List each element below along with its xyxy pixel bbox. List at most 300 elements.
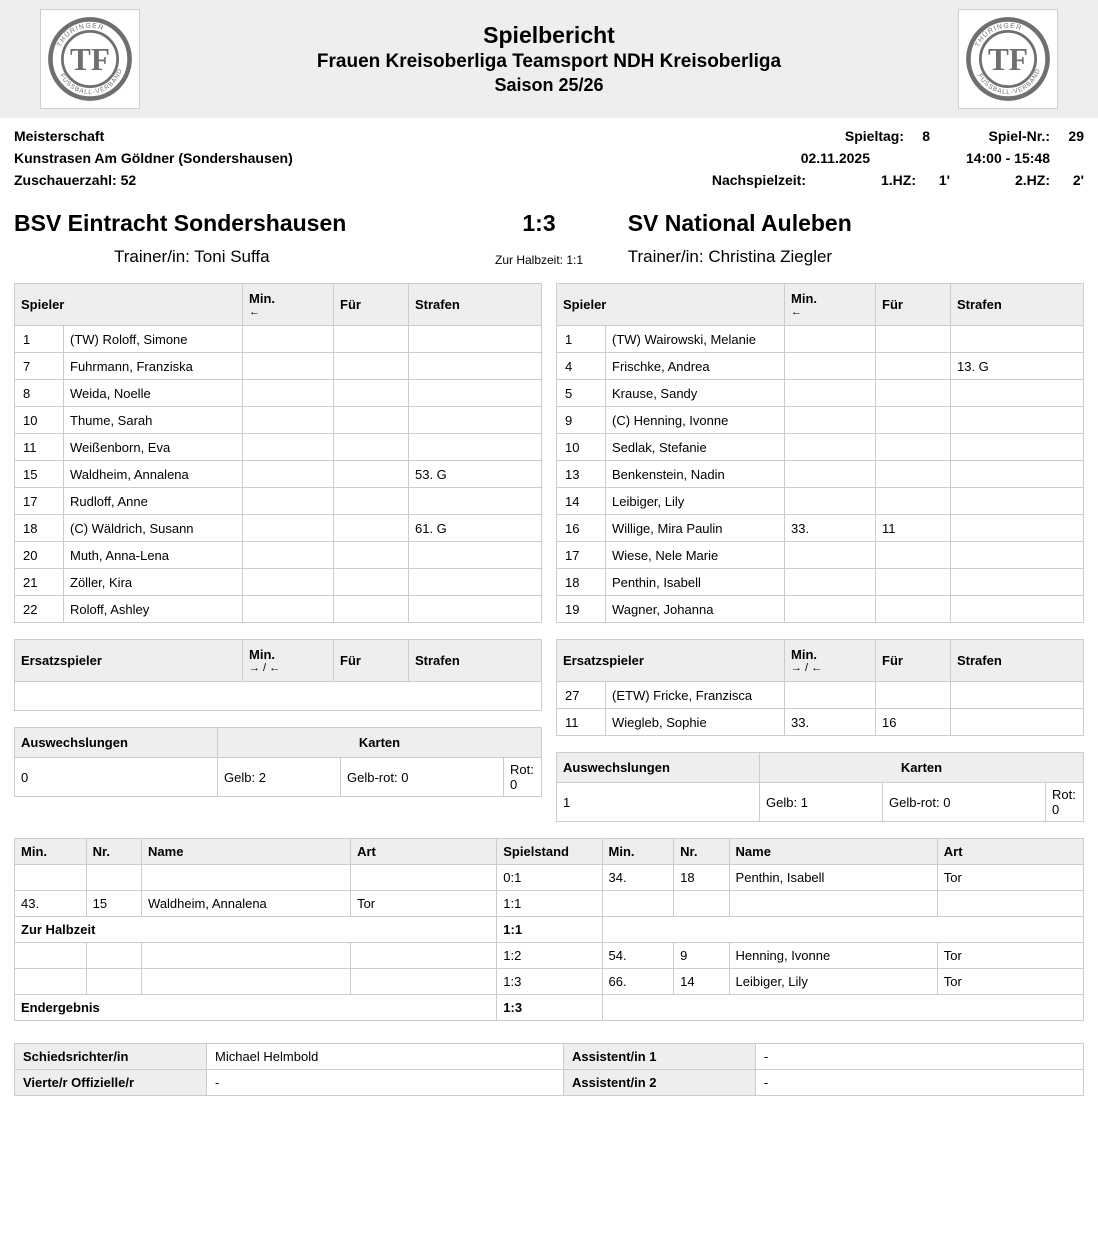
home-players-header-min: Min. ←	[243, 284, 334, 326]
events-header-home-nr: Nr.	[86, 839, 141, 865]
events-table	[14, 838, 1084, 1021]
spectators	[14, 172, 293, 188]
events-header-away-name: Name	[729, 839, 937, 865]
player-name: Roloff, Ashley	[64, 596, 243, 623]
player-name: Leibiger, Lily	[606, 488, 785, 515]
table-row	[15, 488, 542, 515]
player-name: (TW) Roloff, Simone	[64, 326, 243, 353]
table-row	[557, 434, 1084, 461]
event-away-min: 66.	[602, 969, 674, 995]
event-label: Endergebnis	[15, 995, 497, 1021]
matchday-value: 8	[922, 128, 930, 144]
player-number: 1	[15, 326, 64, 353]
player-name: (C) Wäldrich, Susann	[64, 515, 243, 542]
player-fuer	[876, 682, 951, 709]
player-name: Weißenborn, Eva	[64, 434, 243, 461]
spectators-label: Zuschauerzahl:	[14, 172, 117, 188]
player-name: Muth, Anna-Lena	[64, 542, 243, 569]
player-strafen	[951, 542, 1084, 569]
player-number: 14	[557, 488, 606, 515]
player-min	[243, 461, 334, 488]
home-players-header-spieler: Spieler	[15, 284, 243, 326]
event-away-nr	[674, 891, 729, 917]
player-fuer	[334, 569, 409, 596]
stoppage-h1-label: 1.HZ:	[881, 172, 916, 188]
event-away-nr: 14	[674, 969, 729, 995]
away-team-coach: Trainer/in: Christina Ziegler	[627, 246, 833, 266]
player-min	[785, 407, 876, 434]
player-min	[243, 488, 334, 515]
home-summary-header-subs: Auswechslungen	[15, 728, 218, 758]
event-home-min: 43.	[15, 891, 87, 917]
table-row	[15, 917, 1084, 943]
player-min	[785, 353, 876, 380]
away-subs-header-ersatz: Ersatzspieler	[557, 640, 785, 682]
empty-row	[15, 682, 542, 711]
stoppage-h1-value: 1'	[938, 172, 950, 188]
event-score: 1:2	[497, 943, 602, 969]
assistant2-value: -	[756, 1070, 1084, 1096]
player-min	[785, 596, 876, 623]
player-number: 4	[557, 353, 606, 380]
player-min	[785, 488, 876, 515]
player-fuer	[334, 353, 409, 380]
player-strafen	[951, 515, 1084, 542]
player-min	[785, 461, 876, 488]
player-fuer	[876, 596, 951, 623]
player-min	[243, 407, 334, 434]
federation-logo-right	[958, 9, 1058, 109]
assistant1-label: Assistent/in 1	[564, 1044, 756, 1070]
event-home-name: Waldheim, Annalena	[142, 891, 351, 917]
away-players-header-min: Min. ←	[785, 284, 876, 326]
player-strafen	[409, 326, 542, 353]
home-players-table	[14, 283, 542, 623]
away-subs-header-min: Min. → / ←	[785, 640, 876, 682]
player-min	[243, 515, 334, 542]
assistant1-value: -	[756, 1044, 1084, 1070]
home-summary-header-cards: Karten	[218, 728, 542, 758]
match-info-right	[712, 128, 1084, 194]
player-fuer	[334, 542, 409, 569]
player-number: 7	[15, 353, 64, 380]
event-home-art	[351, 865, 497, 891]
svg-text:FUSSBALL-VERBAND: FUSSBALL-VERBAND	[976, 67, 1043, 96]
player-name: Wagner, Johanna	[606, 596, 785, 623]
arrow-inout-icon: → / ←	[791, 662, 823, 674]
player-number: 11	[15, 434, 64, 461]
away-summary-header-subs: Auswechslungen	[557, 753, 760, 783]
player-number: 13	[557, 461, 606, 488]
stoppage-label: Nachspielzeit:	[711, 172, 806, 188]
player-name: Wiegleb, Sophie	[606, 709, 785, 736]
player-min: 33.	[785, 515, 876, 542]
player-min	[243, 326, 334, 353]
player-number: 21	[15, 569, 64, 596]
arrow-in-icon: ←	[791, 306, 802, 318]
event-away-nr: 18	[674, 865, 729, 891]
player-number: 17	[15, 488, 64, 515]
arrow-inout-icon: → / ←	[249, 662, 281, 674]
svg-text:THÜRINGER: THÜRINGER	[974, 22, 1024, 49]
player-fuer	[876, 542, 951, 569]
venue: Kunstrasen Am Göldner (Sondershausen)	[14, 150, 293, 166]
table-row	[15, 943, 1084, 969]
away-lineup-column	[556, 283, 1084, 822]
away-players-header-spieler: Spieler	[557, 284, 785, 326]
referee-value: Michael Helmbold	[207, 1044, 564, 1070]
event-home-art: Tor	[351, 891, 497, 917]
event-home-min	[15, 865, 87, 891]
fourth-official-value: -	[207, 1070, 564, 1096]
home-yellowred-cards: Gelb-rot: 0	[341, 758, 504, 797]
stoppage-h2-value: 2'	[1072, 172, 1084, 188]
home-players-header-strafen: Strafen	[409, 284, 542, 326]
event-score: 1:1	[497, 917, 602, 943]
player-strafen	[409, 596, 542, 623]
player-name: (ETW) Fricke, Franzisca	[606, 682, 785, 709]
player-strafen	[951, 709, 1084, 736]
table-row	[557, 569, 1084, 596]
stoppage-h2-label: 2.HZ:	[1015, 172, 1050, 188]
events-header-away-nr: Nr.	[674, 839, 729, 865]
svg-text:FUSSBALL-VERBAND: FUSSBALL-VERBAND	[58, 67, 125, 96]
away-team-name: SV National Auleben	[627, 210, 852, 236]
events-body	[15, 865, 1084, 1021]
home-players-body	[15, 326, 542, 623]
table-row	[557, 542, 1084, 569]
fourth-official-label: Vierte/r Offizielle/r	[15, 1070, 207, 1096]
match-info	[0, 118, 1098, 198]
home-lineup-column	[14, 283, 542, 797]
player-min	[785, 569, 876, 596]
player-number: 20	[15, 542, 64, 569]
home-subs-header-strafen: Strafen	[409, 640, 542, 682]
home-subs-table	[14, 639, 542, 711]
league-title: Frauen Kreisoberliga Teamsport NDH Kreisoberliga	[316, 51, 782, 73]
player-number: 1	[557, 326, 606, 353]
player-min	[785, 682, 876, 709]
gamenr-value: 29	[1068, 128, 1084, 144]
event-away-art	[937, 891, 1083, 917]
event-score: 1:3	[497, 995, 602, 1021]
match-time: 14:00 - 15:48	[965, 150, 1050, 166]
table-row	[557, 461, 1084, 488]
player-strafen	[409, 434, 542, 461]
away-team-block	[608, 210, 1084, 267]
player-strafen	[409, 542, 542, 569]
matchday-label: Spieltag:	[844, 128, 904, 144]
match-date: 02.11.2025	[800, 150, 870, 166]
away-players-body	[557, 326, 1084, 623]
referee-label: Schiedsrichter/in	[15, 1044, 207, 1070]
player-fuer	[334, 461, 409, 488]
player-strafen: 61. G	[409, 515, 542, 542]
event-away-name	[729, 891, 937, 917]
event-away-name: Leibiger, Lily	[729, 969, 937, 995]
spectators-value: 52	[120, 172, 137, 188]
home-players-header-fuer: Für	[334, 284, 409, 326]
arrow-in-icon: ←	[249, 306, 260, 318]
score-block	[470, 210, 607, 267]
event-away-art: Tor	[937, 865, 1083, 891]
player-strafen	[951, 380, 1084, 407]
player-fuer	[334, 515, 409, 542]
player-name: Zöller, Kira	[64, 569, 243, 596]
player-number: 27	[557, 682, 606, 709]
event-home-min	[15, 969, 87, 995]
match-info-left	[14, 128, 293, 194]
event-away-art: Tor	[937, 943, 1083, 969]
event-home-nr	[86, 865, 141, 891]
event-home-min	[15, 943, 87, 969]
event-away-name: Henning, Ivonne	[729, 943, 937, 969]
home-yellow-cards: Gelb: 2	[218, 758, 341, 797]
home-subs-count: 0	[15, 758, 218, 797]
player-number: 11	[557, 709, 606, 736]
player-number: 18	[15, 515, 64, 542]
teams-header	[0, 198, 1098, 267]
table-row	[557, 380, 1084, 407]
halftime-score: Zur Halbzeit: 1:1	[494, 253, 584, 267]
player-fuer: 11	[876, 515, 951, 542]
player-min: 33.	[785, 709, 876, 736]
player-name: Frischke, Andrea	[606, 353, 785, 380]
table-row	[15, 326, 542, 353]
player-min	[243, 569, 334, 596]
player-fuer	[876, 407, 951, 434]
player-min	[243, 542, 334, 569]
away-players-table	[556, 283, 1084, 623]
assistant2-label: Assistent/in 2	[564, 1070, 756, 1096]
event-label-right	[602, 917, 1083, 943]
player-number: 9	[557, 407, 606, 434]
home-subs-header-min: Min. → / ←	[243, 640, 334, 682]
page-title: Spielbericht	[483, 21, 615, 48]
home-team-name: BSV Eintracht Sondershausen	[14, 210, 347, 236]
player-strafen: 53. G	[409, 461, 542, 488]
table-row	[557, 515, 1084, 542]
player-fuer	[876, 380, 951, 407]
away-yellow-cards: Gelb: 1	[760, 783, 883, 822]
player-name: Krause, Sandy	[606, 380, 785, 407]
player-strafen	[409, 407, 542, 434]
player-name: Benkenstein, Nadin	[606, 461, 785, 488]
player-strafen	[409, 569, 542, 596]
away-subs-header-fuer: Für	[876, 640, 951, 682]
event-score: 1:1	[497, 891, 602, 917]
away-players-header-strafen: Strafen	[951, 284, 1084, 326]
player-strafen	[951, 326, 1084, 353]
header-titles	[140, 21, 958, 98]
table-row	[557, 326, 1084, 353]
player-name: Willige, Mira Paulin	[606, 515, 785, 542]
player-strafen: 13. G	[951, 353, 1084, 380]
final-score: 1:3	[522, 210, 556, 236]
player-name: (TW) Wairowski, Melanie	[606, 326, 785, 353]
event-home-art	[351, 943, 497, 969]
player-name: Thume, Sarah	[64, 407, 243, 434]
player-number: 15	[15, 461, 64, 488]
player-fuer	[334, 326, 409, 353]
event-away-art: Tor	[937, 969, 1083, 995]
player-strafen	[951, 596, 1084, 623]
table-row	[15, 865, 1084, 891]
events-header-home-art: Art	[351, 839, 497, 865]
player-name: Fuhrmann, Franziska	[64, 353, 243, 380]
event-away-min: 54.	[602, 943, 674, 969]
home-red-cards: Rot: 0	[504, 758, 542, 797]
home-subs-header-ersatz: Ersatzspieler	[15, 640, 243, 682]
player-fuer	[334, 380, 409, 407]
home-summary-table	[14, 727, 542, 797]
svg-text:TF: TF	[988, 42, 1028, 78]
table-row	[15, 969, 1084, 995]
player-strafen	[951, 569, 1084, 596]
player-fuer	[876, 353, 951, 380]
table-row	[15, 380, 542, 407]
player-name: Wiese, Nele Marie	[606, 542, 785, 569]
player-fuer	[876, 326, 951, 353]
player-strafen	[951, 682, 1084, 709]
player-strafen	[951, 461, 1084, 488]
event-home-name	[142, 943, 351, 969]
table-row	[15, 461, 542, 488]
player-fuer	[334, 596, 409, 623]
away-subs-count: 1	[557, 783, 760, 822]
lineups-section	[0, 267, 1098, 822]
player-fuer	[334, 407, 409, 434]
table-row	[15, 515, 542, 542]
player-number: 18	[557, 569, 606, 596]
player-fuer	[876, 434, 951, 461]
gamenr-label: Spiel-Nr.:	[988, 128, 1050, 144]
player-min	[785, 326, 876, 353]
event-home-name	[142, 865, 351, 891]
event-away-name: Penthin, Isabell	[729, 865, 937, 891]
player-number: 10	[15, 407, 64, 434]
away-subs-header-strafen: Strafen	[951, 640, 1084, 682]
event-away-min	[602, 891, 674, 917]
table-row	[557, 596, 1084, 623]
player-min	[785, 434, 876, 461]
table-row	[557, 488, 1084, 515]
player-min	[243, 380, 334, 407]
away-subs-table	[556, 639, 1084, 736]
svg-text:TF: TF	[70, 42, 110, 78]
report-header	[0, 0, 1098, 118]
federation-logo-left	[40, 9, 140, 109]
event-label: Zur Halbzeit	[15, 917, 497, 943]
away-summary-header-cards: Karten	[760, 753, 1084, 783]
player-min	[243, 434, 334, 461]
away-summary-table	[556, 752, 1084, 822]
player-min	[243, 596, 334, 623]
table-row	[15, 596, 542, 623]
event-label-right	[602, 995, 1083, 1021]
table-row	[557, 682, 1084, 709]
table-row	[557, 709, 1084, 736]
away-subs-body	[557, 682, 1084, 736]
player-fuer	[876, 569, 951, 596]
home-team-coach: Trainer/in: Toni Suffa	[114, 246, 270, 266]
table-row	[15, 434, 542, 461]
events-section	[0, 822, 1098, 1021]
player-min	[243, 353, 334, 380]
player-fuer	[334, 488, 409, 515]
player-fuer	[876, 488, 951, 515]
events-header-home-min: Min.	[15, 839, 87, 865]
table-row	[15, 407, 542, 434]
player-fuer	[334, 434, 409, 461]
home-subs-header-fuer: Für	[334, 640, 409, 682]
events-header-home-name: Name	[142, 839, 351, 865]
player-number: 22	[15, 596, 64, 623]
empty-cell	[15, 682, 542, 711]
away-red-cards: Rot: 0	[1046, 783, 1084, 822]
events-header-score: Spielstand	[497, 839, 602, 865]
player-strafen	[409, 353, 542, 380]
officials-table	[14, 1043, 1084, 1096]
player-name: Rudloff, Anne	[64, 488, 243, 515]
player-name: (C) Henning, Ivonne	[606, 407, 785, 434]
home-subs-body	[15, 682, 542, 711]
player-number: 17	[557, 542, 606, 569]
event-home-nr	[86, 943, 141, 969]
events-header-away-min: Min.	[602, 839, 674, 865]
table-row	[15, 891, 1084, 917]
table-row	[15, 995, 1084, 1021]
event-home-nr: 15	[86, 891, 141, 917]
player-number: 8	[15, 380, 64, 407]
officials-section	[0, 1021, 1098, 1096]
player-number: 10	[557, 434, 606, 461]
player-fuer	[876, 461, 951, 488]
season-title: Saison 25/26	[494, 75, 604, 96]
player-number: 19	[557, 596, 606, 623]
away-yellowred-cards: Gelb-rot: 0	[883, 783, 1046, 822]
player-strafen	[951, 434, 1084, 461]
player-name: Penthin, Isabell	[606, 569, 785, 596]
player-strafen	[951, 407, 1084, 434]
svg-text:THÜRINGER: THÜRINGER	[56, 22, 106, 49]
events-header-away-art: Art	[937, 839, 1083, 865]
table-row	[557, 407, 1084, 434]
player-name: Sedlak, Stefanie	[606, 434, 785, 461]
table-row	[557, 353, 1084, 380]
table-row	[15, 542, 542, 569]
competition-type: Meisterschaft	[14, 128, 105, 144]
event-score: 1:3	[497, 969, 602, 995]
table-row	[15, 353, 542, 380]
event-home-nr	[86, 969, 141, 995]
event-home-name	[142, 969, 351, 995]
player-strafen	[409, 488, 542, 515]
event-away-min: 34.	[602, 865, 674, 891]
table-row	[15, 569, 542, 596]
event-score: 0:1	[497, 865, 602, 891]
player-number: 16	[557, 515, 606, 542]
player-fuer: 16	[876, 709, 951, 736]
away-players-header-fuer: Für	[876, 284, 951, 326]
player-min	[785, 542, 876, 569]
player-strafen	[409, 380, 542, 407]
home-team-block	[14, 210, 470, 267]
player-strafen	[951, 488, 1084, 515]
player-min	[785, 380, 876, 407]
event-away-nr: 9	[674, 943, 729, 969]
event-home-art	[351, 969, 497, 995]
